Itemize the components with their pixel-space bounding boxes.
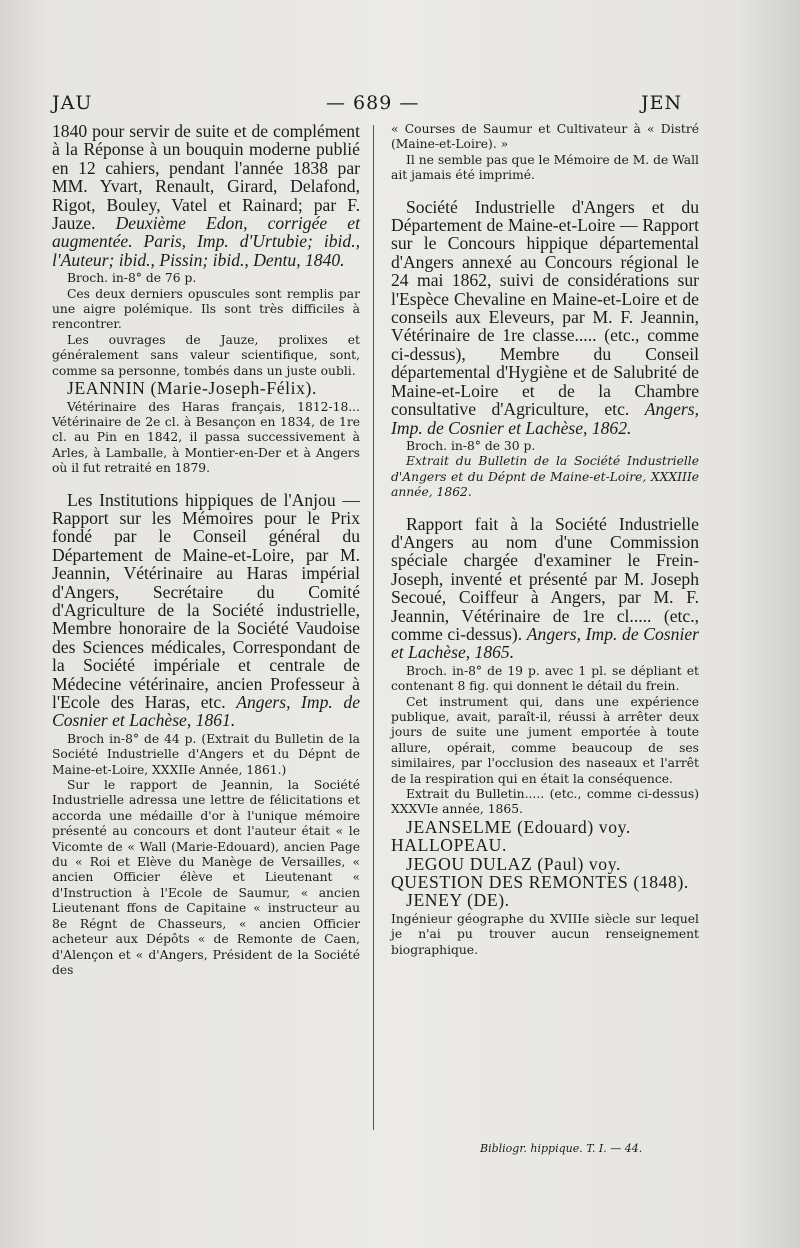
quote-continuation: « Courses de Saumur et Cultivateur à « Distré (Maine-et-Loire). » [391, 122, 699, 152]
jeney-description: Ingénieur géographe du XVIIIe siècle sur lequel je n'ai pu trouver aucun renseignement biographique. [391, 911, 699, 957]
frein-extrait: Extrait du Bulletin..... (etc., comme ci-dessus) XXXVIe année, 1865. [391, 787, 699, 817]
frein-format: Broch. in-8° de 19 p. avec 1 pl. se dépliant et contenant 8 fig. qui donnent le détail du frein. [391, 663, 699, 694]
footer-signature: Bibliogr. hippique. T. I. — 44. [480, 1142, 643, 1155]
jeannin-heading: JEANNIN (Marie-Joseph-Félix). [67, 378, 317, 399]
jauze-entry-imprint: Deuxième Edon, corrigée et augmentée. Paris, Imp. d'Urtubie; ibid., l'Auteur; ibid., Pissin; ibid., Dentu, 1840. [52, 213, 360, 270]
left-column [52, 122, 360, 978]
jeney-heading: JENEY (DE). [406, 890, 510, 911]
frein-imprint: Angers, Imp. de Cosnier et Lachèse, 1865. [391, 623, 699, 663]
jauze-note-1: Ces deux derniers opuscules sont remplis par une aigre polémique. Ils sont très difficiles à rencontrer. [52, 286, 360, 332]
jauze-note-2: Les ouvrages de Jauze, prolixes et généralement sans valeur scientifique, sont, comme sa personne, tombés dans un juste oubli. [52, 332, 360, 378]
institutions-imprint: Angers, Imp. de Cosnier et Lachèse, 1861. [52, 692, 361, 731]
institutions-entry-title: Les Institutions hippiques de l'Anjou — Rapport sur les Mémoires pour le Prix fondé par le Conseil général du Département de Maine-et-Loire, par M. Jeannin, Vétérinaire au Haras impérial d'Angers, Secrétaire du Comité d'Agriculture de la Société industrielle, Membre honoraire de la Société Vaudoise des Sciences médicales, Correspondant de la Société impériale et centrale de Médecine vétérinaire, ancien Professeur à l'Ecole des Haras, etc. Angers, Imp. de Cosnier et Lachèse, 1861. [52, 489, 361, 731]
institutions-format: Broch in-8° de 44 p. (Extrait du Bulletin de la Société Industrielle d'Angers et du Dépnt de Maine-et-Loire, XXXIIe Année, 1861.) [52, 731, 360, 777]
jauze-entry-title: 1840 pour servir de suite et de complément à la Réponse à un bouquin moderne publié en 12 cahiers, pendant l'année 1838 par MM. Yvart, Renault, Girard, Delafond, Rigot, Bouley, Vatel et Rainard; par F. Jauze. Deuxième Edon, corrigée et augmentée. Paris, Imp. d'Urtubie; ibid., l'Auteur; ibid., Pissin; ibid., Dentu, 1840. [52, 121, 360, 270]
jeanselme-entry: JEANSELME (Edouard) voy. HALLOPEAU. [391, 816, 631, 856]
frein-entry-title: Rapport fait à la Société Industrielle d'Angers au nom d'une Commission spéciale chargée d'examiner le Frein-Joseph, inventé et présenté par M. Joseph Secoué, Coiffeur à Angers, par M. F. Jeannin, Vétérinaire de 1re cl..... (etc., comme ci-dessus). Angers, Imp. de Cosnier et Lachèse, 1865. [391, 513, 699, 663]
running-head-right: JEN [641, 92, 683, 114]
concours-format: Broch. in-8° de 30 p. [406, 438, 536, 453]
memoire-note: Il ne semble pas que le Mémoire de M. de Wall ait jamais été imprimé. [391, 152, 699, 183]
jeannin-biography: Vétérinaire des Haras français, 1812-18... Vétérinaire de 2e cl. à Besançon en 1834, de 1re cl. au Pin en 1842, il passa successivement à Arles, à Lamballe, à Montier-en-Der et à Angers où il fut retraité en 1879. [52, 399, 360, 476]
jauze-format: Broch. in-8° de 76 p. [67, 271, 197, 286]
jegou-entry: JEGOU DULAZ (Paul) voy. QUESTION DES REMONTES (1848). [391, 853, 689, 893]
page-number: — 689 — [326, 92, 420, 114]
running-head-left: JAU [52, 92, 93, 114]
frein-note: Cet instrument qui, dans une expérience publique, avait, paraît-il, réussi à arrêter deux jours de suite une jument emportée à toute allure, opérait, comme beaucoup de ses similaires, par l'occlusion des naseaux et l'arrêt de la respiration qui en était la conséquence. [391, 694, 699, 786]
concours-entry-title: Société Industrielle d'Angers et du Département de Maine-et-Loire — Rapport sur le Concours hippique départemental d'Angers annexé au Concours régional le 24 mai 1862, suivi de considérations sur l'Espèce Chevaline en Maine-et-Loire et de conseils aux Eleveurs, par M. F. Jeannin, Vétérinaire de 1re classe..... (etc., comme ci-dessus), Membre du Conseil départemental d'Hygiène et de Salubrité de Maine-et-Loire et de la Chambre consultative d'Agriculture, etc. Angers, Imp. de Cosnier et Lachèse, 1862. [391, 196, 699, 438]
column-divider [373, 125, 374, 1130]
institutions-note: Sur le rapport de Jeannin, la Société Industrielle adressa une lettre de félicitations et accorda une médaille d'or à l'unique mémoire présenté au concours et dont l'auteur était « le Vicomte de « Wall (Marie-Edouard), ancien Page du « Roi et Elève du Manège de Versailles, « ancien Officier élève et Lieutenant « d'Instruction à l'Ecole de Saumur, « ancien Lieutenant ffons de Capitaine « instructeur au 8e Régnt de Chasseurs, « ancien Officier acheteur aux Dépôts « de Remonte de Caen, d'Alençon et « d'Angers, Président de la Société des [52, 778, 360, 977]
concours-imprint: Angers, Imp. de Cosnier et Lachèse, 1862. [391, 399, 699, 438]
right-column [391, 122, 699, 958]
concours-extrait: Extrait du Bulletin de la Société Industrielle d'Angers et du Dépnt de Maine-et-Loire, XXXIIIe année, 1862. [391, 454, 699, 500]
